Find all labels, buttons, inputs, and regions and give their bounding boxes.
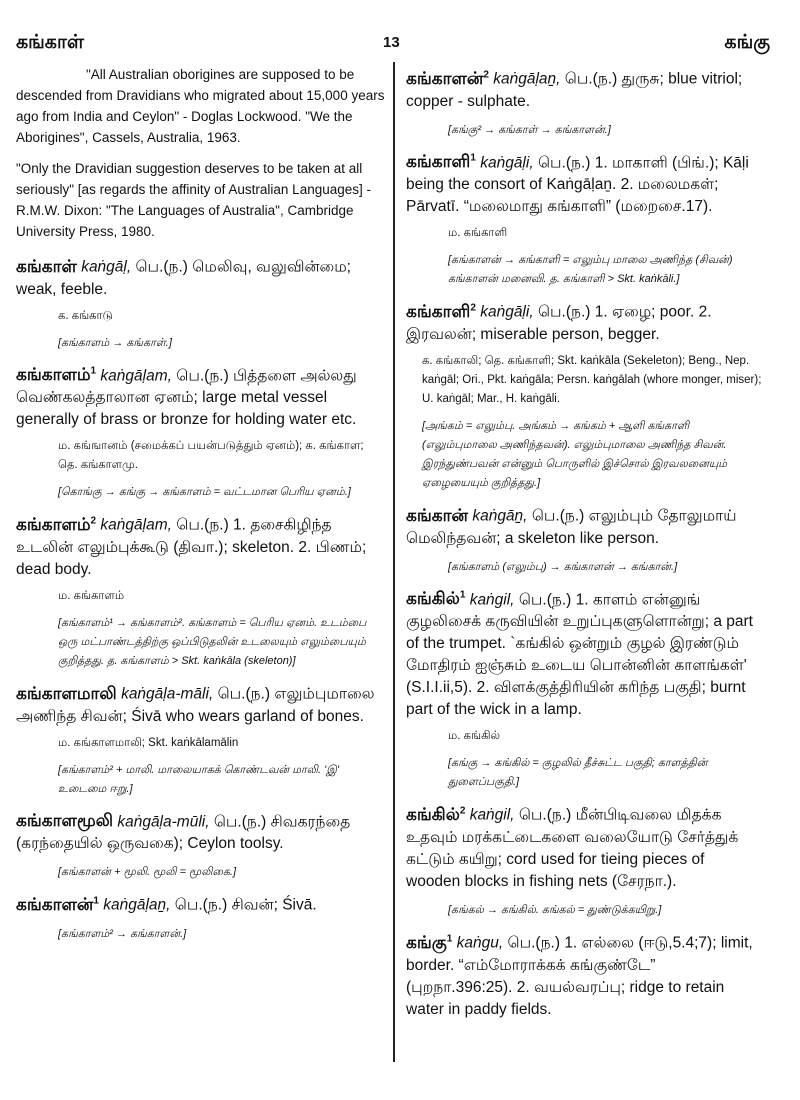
definition: மெலிவு, வலுவின்மை; weak, feeble. xyxy=(16,258,351,298)
etymology: [கங்காளம்² + மாலி. மாலையாகக் கொண்டவன் மாலி. 'இ' உடைமை ஈறு.] xyxy=(58,763,340,795)
headword: கங்காளம்$^2$ xyxy=(16,514,97,534)
headword: கங்கில்$^2$ xyxy=(406,804,466,824)
etymology: [கங்காளன் → கங்காளி = எலும்பு மாலை அணிந்த (சிவன்) கங்காளன் மனைவி. த. கங்காளி > Skt. kaṅkāli.] xyxy=(448,254,733,286)
transliteration: kaṅgāḷi, xyxy=(480,303,534,321)
entry-head xyxy=(406,297,762,346)
entry-kangalam-1 xyxy=(16,361,386,503)
etymology: [அங்கம் = எலும்பு. அங்கம் → கங்கம் + ஆளி கங்காளி (எலும்புமாலை அணிந்தவன்). எலும்புமாலை அணிந்த சிவன். இரந்துண்பவன் என்னும் பொருளில் இச்சொல் இரவலனையும் ஏழையையும் குறித்தது.] xyxy=(422,419,728,489)
entry-kangalamuli xyxy=(16,807,386,883)
entry-head xyxy=(406,585,762,722)
definition: 1. மாகாளி (பிங்.); Kāḷi being the consort of Kaṅgāḷaṉ. 2. மலைமகள்; Pārvatī. “மலைமாது கங்காளி” (மறைசை.17). xyxy=(406,154,749,216)
cognates: ம. கங்ஙானம் (சமைக்கப் பயன்படுத்தும் ஏனம்); க. கங்காள; தெ. கங்காளமு. xyxy=(58,440,364,472)
right-column xyxy=(406,64,762,1027)
headword: கங்காளி$^1$ xyxy=(406,152,476,172)
entry-head xyxy=(16,361,386,432)
transliteration: kaṅgu, xyxy=(456,934,504,952)
etymology: [கங்காளம்¹ → கங்காளம்². கங்காளம் = பெரிய ஏனம். உடம்பை ஒரு மட்பாண்டத்திற்கு ஒப்பிடுதலின் உடலையும் எலும்பையும் குறித்தது. த. கங்காளம் > Skt. kaṅkāla (skeleton)] xyxy=(58,616,367,667)
etymology: [கங்காளன் + மூலி. மூலி = மூலிகை.] xyxy=(58,866,237,879)
entry-kangalam-2 xyxy=(16,510,386,671)
entry-head xyxy=(406,501,762,550)
headword: கங்காளன்$^2$ xyxy=(406,68,489,88)
etymology: [கங்கு → கங்கில் = குழலில் தீச்சுட்ட பகுதி; காளத்தின் துளைப்பகுதி.] xyxy=(448,757,708,789)
part-of-speech: பெ.(ந.) xyxy=(518,806,572,824)
definition: மீன்பிடிவலை மிதக்க உதவும் மரக்கட்டைகளை வலையோடு சேர்த்துக் கட்டும் கயிறு; cord used for tieing pieces of wooden blocks in fishing nets (சேரநா.). xyxy=(406,806,739,890)
etymology: [கங்காளம் → கங்காள்.] xyxy=(58,336,172,349)
part-of-speech: பெ.(ந.) xyxy=(213,813,267,831)
part-of-speech: பெ.(ந.) xyxy=(564,70,618,88)
definition: 1. தசைகிழிந்த உடலின் எலும்புக்கூடு (திவா.); skeleton. 2. பிணம்; dead body. xyxy=(16,516,367,578)
entry-head xyxy=(406,800,762,893)
part-of-speech: பெ.(ந.) xyxy=(176,516,229,534)
etymology: [கங்காளம் (எலும்பு) → கங்காளன் → கங்கான்.] xyxy=(448,560,678,573)
entry-head xyxy=(16,890,386,917)
transliteration: kaṅgil, xyxy=(469,591,515,609)
definition: துருசு; blue vitriol; copper - sulphate. xyxy=(406,70,743,110)
definition: சிவகரந்தை (கரந்தையில் ஒருவகை); Ceylon toolsy. xyxy=(16,813,351,853)
transliteration: kaṅgāḷa-māli, xyxy=(121,685,214,703)
headword: கங்கான் xyxy=(406,505,469,525)
entry-kangu-1 xyxy=(406,928,762,1021)
headword: கங்காள் xyxy=(16,256,77,276)
cognates: ம. கங்காளம் xyxy=(58,589,125,602)
entry-head xyxy=(16,510,386,581)
part-of-speech: பெ.(ந.) xyxy=(217,685,271,703)
definition: பித்தளை அல்லது வெண்கலத்தாலான ஏனம்; large metal vessel generally of brass or bronze for holding water etc. xyxy=(16,367,357,429)
entry-kangil-1 xyxy=(406,585,762,793)
entry-kangalamali xyxy=(16,679,386,799)
part-of-speech: பெ.(ந.) xyxy=(537,303,591,321)
page-number: 13 xyxy=(383,34,400,51)
definition: எலும்பும் தோலுமாய் மெலிந்தவன்; a skeleton like person. xyxy=(406,507,737,547)
entry-kangalan-2 xyxy=(406,64,762,140)
etymology: [கங்காளம்² → கங்காளன்.] xyxy=(58,927,187,940)
part-of-speech: பெ.(ந.) xyxy=(176,367,229,385)
entry-head xyxy=(16,679,386,728)
entry-head xyxy=(406,148,762,219)
header-left-guide-word: கங்காள் xyxy=(16,32,85,53)
definition: சிவன்; Śivā. xyxy=(231,896,317,914)
cognates: ம. கங்கில் xyxy=(448,730,501,743)
headword: கங்காளம்$^1$ xyxy=(16,365,97,385)
transliteration: kaṅgāṉ, xyxy=(472,507,528,525)
etymology: [கங்கு² → கங்காள் → கங்காளன்.] xyxy=(448,123,611,136)
entry-kangali-1 xyxy=(406,148,762,290)
cognates: க. கங்காடு xyxy=(58,309,113,322)
transliteration: kaṅgāḷi, xyxy=(480,154,534,172)
part-of-speech: பெ.(ந.) xyxy=(507,934,560,952)
cognates: ம. கங்காளமாலி; Skt. kaṅkālamālin xyxy=(58,736,239,749)
transliteration: kaṅgāḷaṉ, xyxy=(103,896,171,914)
entry-head xyxy=(406,64,762,113)
headword: கங்கு$^1$ xyxy=(406,932,453,952)
transliteration: kaṅgāḷaṉ, xyxy=(493,70,561,88)
cognates: க. கங்காலி; தெ. கங்காளி; Skt. kaṅkāla (Sekeleton); Beng., Nep. kaṅgāl; Ori., Pkt. kaṅgāla; Persn. kaṅgālah (whore monger, miser); U. kaṅgāl; Mar., H. kaṅgāli. xyxy=(422,354,762,405)
transliteration: kaṅgāḷa-mūli, xyxy=(117,813,210,831)
etymology: [கங்கல் → கங்கில். கங்கல் = துண்டுக்கயிறு.] xyxy=(448,903,662,916)
entry-kangali-2 xyxy=(406,297,762,493)
headword: கங்கில்$^1$ xyxy=(406,589,466,609)
transliteration: kaṅgāḷ, xyxy=(81,258,132,276)
transliteration: kaṅgil, xyxy=(469,806,515,824)
part-of-speech: பெ.(ந.) xyxy=(135,258,188,276)
epigraph-quote-lockwood: "All Australian oborigines are supposed to be descended from Dravidians who migrated about 15,000 years ago from India and Ceylon" - Doglas Lockwood. "We the Aborigines", Cassels, Australia, 1963. xyxy=(16,67,385,145)
etymology: [கொங்கு → கங்கு → கங்காளம் = வட்டமான பெரிய ஏனம்.] xyxy=(58,486,351,499)
headword: கங்காளமூலி xyxy=(16,811,114,831)
entry-head xyxy=(406,928,762,1021)
part-of-speech: பெ.(ந.) xyxy=(531,507,585,525)
definition: 1. காளம் என்னுங் குழலிசைக் கருவியின் உறுப்புகளுளொன்று; a part of the trumpet. `கங்கில் ஒன்றும் குழல் இரண்டும் மோதிரம் ஐஞ்சும் உடைய பொன்னின் காளங்கள்' (S.I.I.ii,5). 2. விளக்குத்திரியின் கரிந்த பகுதி; burnt part of the wick in a lamp. xyxy=(406,591,753,719)
left-column xyxy=(16,64,386,952)
headword: கங்காளமாலி xyxy=(16,683,117,703)
headword: கங்காளி$^2$ xyxy=(406,301,476,321)
part-of-speech: பெ.(ந.) xyxy=(174,896,228,914)
entry-kangan xyxy=(406,501,762,577)
cognates: ம. கங்காளி xyxy=(448,227,508,240)
entry-kangil-2 xyxy=(406,800,762,920)
transliteration: kaṅgāḷam, xyxy=(100,516,172,534)
epigraph-quote-dixon: "Only the Dravidian suggestion deserves to be taken at all seriously" [as regards the affinity of Australian Languages] - R.M.W. Dixon: "The Languages of Australia", Cambridge University Press, 1980. xyxy=(16,161,371,239)
header-right-guide-word: கங்கு xyxy=(724,32,770,53)
entry-kangal xyxy=(16,252,386,353)
definition: 1. எல்லை (ஈடு,5.4;7); limit, border. “எம்மோராக்கக் கங்குண்டே” (புறநா.396:25). 2. வயல்வரப்பு; ridge to retain water in paddy fields. xyxy=(406,934,753,1018)
transliteration: kaṅgāḷam, xyxy=(100,367,172,385)
definition: எலும்புமாலை அணிந்த சிவன்; Śivā who wears garland of bones. xyxy=(16,685,375,725)
part-of-speech: பெ.(ந.) xyxy=(518,591,572,609)
headword: கங்காளன்$^1$ xyxy=(16,894,99,914)
part-of-speech: பெ.(ந.) xyxy=(537,154,591,172)
entry-kangalan-1 xyxy=(16,890,386,944)
definition: 1. ஏழை; poor. 2. இரவலன்; miserable person, begger. xyxy=(406,303,712,343)
entry-head xyxy=(16,807,386,856)
entry-head xyxy=(16,252,386,301)
column-divider xyxy=(393,62,395,1062)
